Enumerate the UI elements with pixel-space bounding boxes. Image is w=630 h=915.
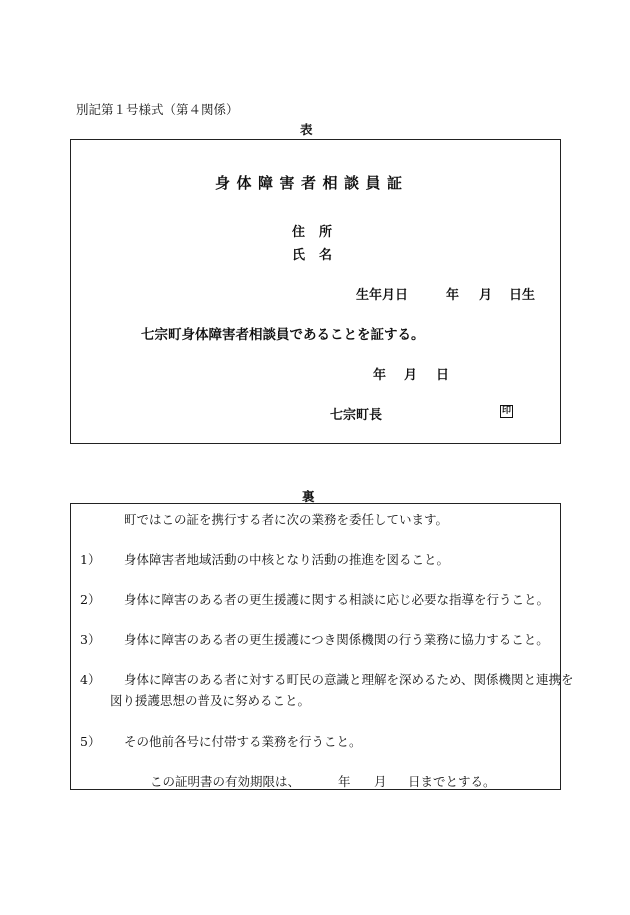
back-side-label: 裏 — [302, 489, 315, 504]
validity-year-label: 年 — [338, 774, 351, 789]
duty-number: 5） — [80, 734, 101, 749]
duty-number: 2） — [80, 592, 101, 607]
duty-text: 身体障害者地域活動の中核となり活動の推進を図ること。 — [124, 552, 450, 567]
seal-mark: 印 — [501, 406, 511, 416]
duty-number: 3） — [80, 632, 101, 647]
certification-statement: 七宗町身体障害者相談員であることを証する。 — [141, 327, 425, 343]
validity-suffix: 日までとする。 — [408, 774, 496, 789]
duty-text: 身体に障害のある者の更生援護に関する相談に応じ必要な指導を行うこと。 — [124, 592, 550, 607]
birth-date-label: 生年月日 — [356, 288, 409, 303]
duty-number: 4） — [80, 672, 101, 687]
birth-day-label: 日生 — [509, 288, 536, 303]
card-title: 身体障害者相談員証 — [215, 174, 409, 192]
issuer-label: 七宗町長 — [330, 408, 383, 423]
back-intro: 町ではこの証を携行する者に次の業務を委任しています。 — [124, 512, 449, 527]
birth-month-label: 月 — [479, 288, 493, 303]
form-reference: 別記第１号様式（第４関係） — [76, 102, 239, 117]
issue-year-label: 年 — [373, 368, 387, 383]
duty-number: 1） — [80, 552, 101, 567]
address-label: 住所 — [292, 225, 347, 240]
issue-day-label: 日 — [436, 368, 450, 383]
duty-text-continued: 図り援護思想の普及に努めること。 — [110, 693, 311, 708]
duty-text: その他前各号に付帯する業務を行うこと。 — [124, 734, 362, 749]
issue-month-label: 月 — [404, 368, 418, 383]
duty-text: 身体に障害のある者に対する町民の意識と理解を深めるため、関係機関と連携を — [124, 672, 574, 687]
birth-year-label: 年 — [446, 288, 460, 303]
front-side-label: 表 — [300, 122, 313, 137]
validity-month-label: 月 — [374, 774, 387, 789]
validity-prefix: この証明書の有効期限は、 — [150, 774, 301, 789]
duty-text: 身体に障害のある者の更生援護につき関係機関の行う業務に協力すること。 — [124, 632, 549, 647]
name-label: 氏名 — [292, 248, 347, 263]
